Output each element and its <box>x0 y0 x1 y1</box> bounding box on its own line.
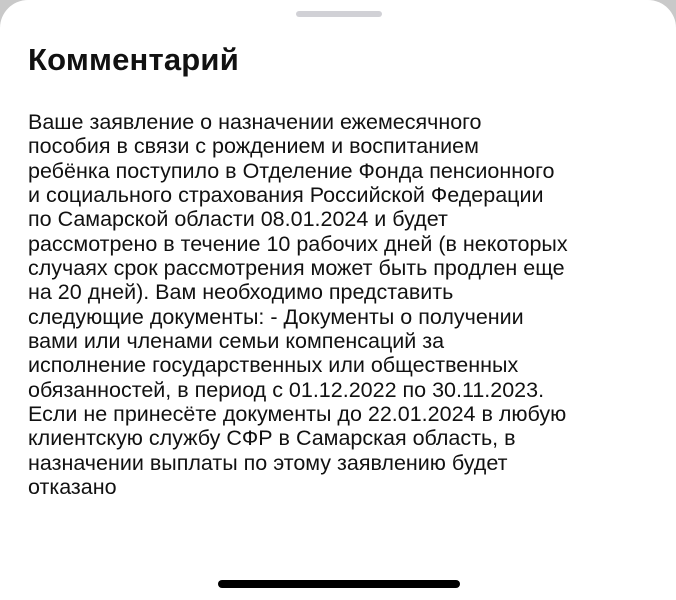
sheet-grabber-handle[interactable] <box>296 11 382 17</box>
comment-text: Ваше заявление о назначении ежемесячного пособия в связи с рождением и воспитанием ребёнка поступило в Отделение Фонда пенсионного и социального страхования Российской Федерации по Самарской области 08.01.2024 и будет рассмотрено в течение 10 рабочих дней (в некоторых случаях срок рассмотрения может быть продлен еще на 20 дней). Вам необходимо представить следующие документы: - Документы о получении вами или членами семьи компенсаций за исполнение государственных или общественных обязанностей, в период с 01.12.2022 по 30.11.2023. Если не принесёте документы до 22.01.2024 в любую клиентскую службу СФР в Самарская область, в назначении выплаты по этому заявлению будет отказано <box>28 110 568 500</box>
sheet-title: Комментарий <box>28 42 239 77</box>
home-indicator[interactable] <box>218 580 460 588</box>
